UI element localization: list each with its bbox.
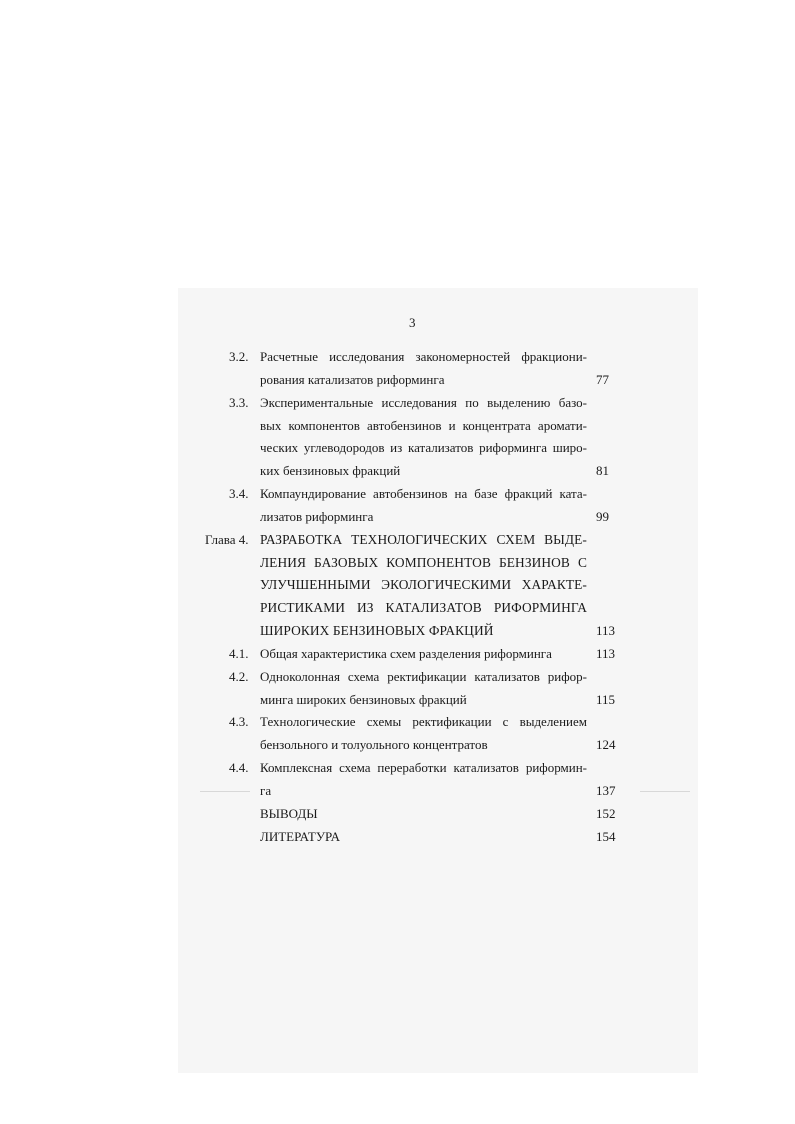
toc-title-line: УЛУЧШЕННЫМИ ЭКОЛОГИЧЕСКИМИ ХАРАКТЕ- [260, 577, 587, 593]
toc-title-line: ЛИТЕРАТУРА [260, 829, 340, 844]
toc-title [260, 803, 587, 826]
toc-chapter-label: Глава 4. [205, 532, 249, 547]
toc-title-line: вых компонентов автобензинов и концентрата аромати- [260, 417, 587, 433]
toc-title-line: Комплексная схема переработки катализатов риформин- [260, 760, 587, 775]
toc-title-line: Одноколонная схема ректификации катализатов рифор- [260, 669, 587, 684]
toc-page-number: 154 [596, 829, 616, 844]
toc-title [260, 826, 587, 849]
toc-title [260, 643, 587, 666]
toc-title-line: бензольного и толуольного концентратов [260, 736, 488, 752]
toc-title-line: РАЗРАБОТКА ТЕХНОЛОГИЧЕСКИХ СХЕМ ВЫДЕ- [260, 532, 587, 547]
toc-page-number: 99 [596, 508, 609, 524]
toc-page-number: 137 [596, 782, 616, 798]
toc-title [260, 666, 587, 711]
toc-page-number: 81 [596, 463, 609, 479]
toc-title-line: ческих углеводородов из катализатов риформинга широ- [260, 440, 587, 456]
toc-page-number: 152 [596, 806, 616, 821]
toc-title [260, 483, 587, 528]
toc-title-line: Расчетные исследования закономерностей фракциони- [260, 349, 587, 364]
toc-section-number: 4.2. [229, 669, 249, 684]
toc-section-number: 3.4. [229, 486, 249, 501]
toc-page-number: 113 [596, 646, 616, 661]
scan-artifact-line-left [200, 791, 250, 792]
toc-page-number: 113 [596, 622, 616, 638]
toc-title [260, 529, 587, 642]
toc-section-number: 3.2. [229, 349, 249, 364]
toc-title-line: Компаундирование автобензинов на базе фракций ката- [260, 486, 587, 501]
toc-title-line: Общая характеристика схем разделения риформинга [260, 646, 552, 661]
toc-section-number: 4.4. [229, 760, 249, 775]
toc-title-line: га [260, 782, 272, 798]
toc-title [260, 346, 587, 391]
toc-title-line: Экспериментальные исследования по выделению базо- [260, 395, 587, 410]
toc-title [260, 711, 587, 756]
toc-section-number: 4.1. [229, 646, 249, 661]
toc-title-line: ВЫВОДЫ [260, 806, 318, 821]
toc-section-number: 3.3. [229, 395, 249, 410]
toc-title-line: РИСТИКАМИ ИЗ КАТАЛИЗАТОВ РИФОРМИНГА [260, 600, 587, 616]
scan-artifact-line-right [640, 791, 690, 792]
toc-title-line: ких бензиновых фракций [260, 463, 401, 479]
toc-title [260, 392, 587, 483]
toc-page-number: 115 [596, 691, 616, 707]
toc-title-line: Технологические схемы ректификации с выделением [260, 714, 587, 729]
toc-title [260, 757, 587, 802]
page-number: 3 [409, 315, 416, 330]
toc-title-line: ЛЕНИЯ БАЗОВЫХ КОМПОНЕНТОВ БЕНЗИНОВ С [260, 554, 587, 570]
toc-title-line: ШИРОКИХ БЕНЗИНОВЫХ ФРАКЦИЙ [260, 622, 494, 638]
toc-page-number: 77 [596, 371, 609, 387]
toc-title-line: минга широких бензиновых фракций [260, 691, 467, 707]
toc-section-number: 4.3. [229, 714, 249, 729]
toc-title-line: рования катализатов риформинга [260, 371, 445, 387]
toc-page-number: 124 [596, 736, 616, 752]
toc-title-line: лизатов риформинга [260, 508, 374, 524]
